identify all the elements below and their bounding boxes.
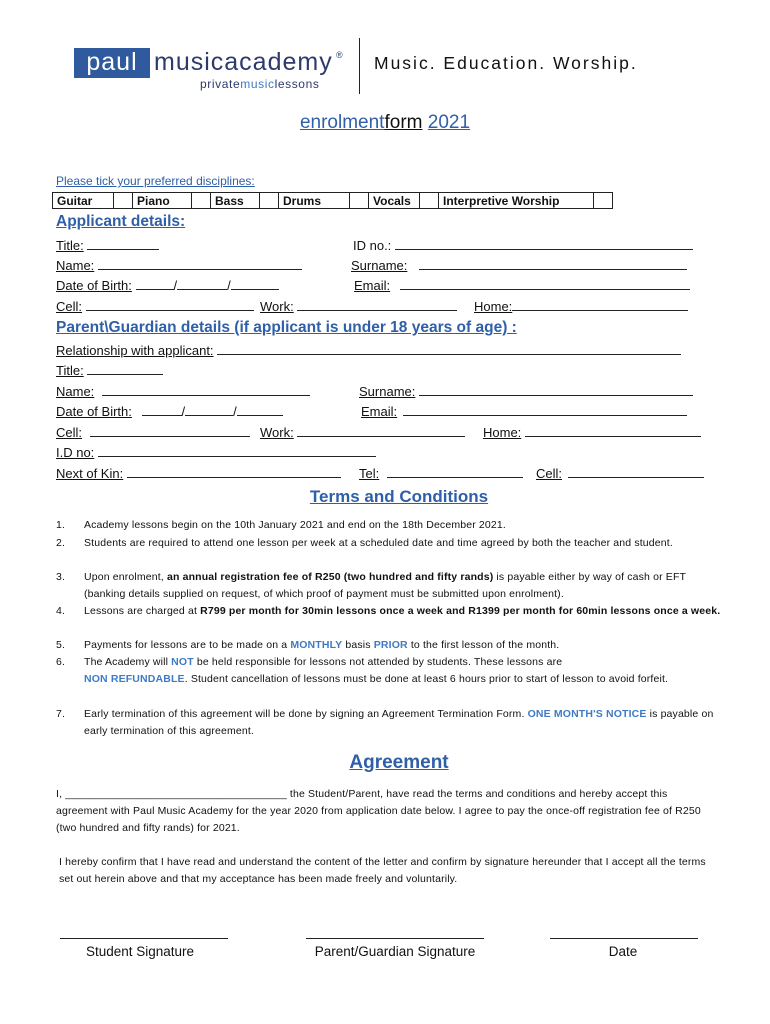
guardian-cell-field[interactable]	[90, 424, 250, 437]
term-7: 7. Early termination of this agreement will be done by signing an Agreement Termination Form. ONE MONTH'S NOTICE is payable on early termination of this agreement.	[56, 706, 716, 740]
applicant-surname-label: Surname:	[351, 258, 408, 273]
discipline-interpretive-worship: Interpretive Worship	[439, 193, 594, 209]
guardian-tel-label: Tel:	[359, 466, 380, 481]
student-signature-label: Student Signature	[85, 944, 195, 959]
logo-academy-text: musicacademy	[154, 48, 333, 76]
term-5: 5. Payments for lessons are to be made on a MONTHLY basis PRIOR to the first lesson of the month.	[56, 637, 716, 654]
term-2: 2. Students are required to attend one lesson per week at a scheduled date and time agreed by both the teacher and student.	[56, 535, 716, 569]
discipline-bass: Bass	[211, 193, 260, 209]
applicant-email-row	[354, 277, 690, 294]
guardian-work-label: Work:	[260, 425, 294, 440]
applicant-title-field[interactable]	[87, 237, 159, 250]
checkbox-bass[interactable]	[260, 193, 279, 209]
applicant-heading: Applicant details:	[56, 213, 186, 230]
discipline-vocals: Vocals	[369, 193, 420, 209]
guardian-kin-row	[56, 465, 341, 482]
term-6: 6. The Academy will NOT be held responsible for lessons not attended by students. These lessons are NON REFUNDABLE. Student cancellation of lessons must be done at least 6 hours prior to start of lesson to avoid forfeit.	[56, 654, 716, 705]
guardian-kin-field[interactable]	[127, 465, 341, 478]
discipline-drums: Drums	[279, 193, 350, 209]
guardian-dob-year[interactable]	[237, 403, 283, 416]
term-1-text: Academy lessons begin on the 10th January 2021 and end on the 18th December 2021.	[84, 519, 506, 531]
guardian-email-label: Email:	[361, 404, 398, 419]
guardian-tel-row	[359, 465, 523, 482]
applicant-id-label: ID no.:	[353, 238, 392, 253]
logo-registered-mark: ®	[336, 50, 343, 60]
logo-sub-music: music	[240, 77, 275, 91]
guardian-dob-day[interactable]	[142, 403, 182, 416]
guardian-dob-month[interactable]	[185, 403, 233, 416]
applicant-email-label: Email:	[354, 278, 391, 293]
guardian-cell2-field[interactable]	[568, 465, 704, 478]
checkbox-vocals[interactable]	[420, 193, 439, 209]
applicant-title-row	[56, 237, 159, 254]
applicant-surname-field[interactable]	[419, 257, 687, 270]
tagline: Music. Education. Worship.	[374, 53, 638, 73]
term-5-text: Payments for lessons are to be made on a MONTHLY basis PRIOR to the first lesson of the month.	[84, 639, 560, 651]
agreement-heading: Agreement	[349, 752, 449, 773]
discipline-guitar: Guitar	[53, 193, 114, 209]
title-year: 2021	[427, 112, 471, 133]
guardian-id-label: I.D no:	[56, 445, 95, 460]
logo-paul-text: paul	[86, 48, 138, 76]
applicant-id-row	[353, 237, 693, 254]
guardian-email-field[interactable]	[403, 403, 687, 416]
guardian-heading: Parent\Guardian details (if applicant is under 18 years of age) :	[56, 319, 517, 336]
guardian-title-field[interactable]	[87, 362, 163, 375]
guardian-name-field[interactable]	[102, 383, 310, 396]
guardian-home-field[interactable]	[525, 424, 701, 437]
term-2-text: Students are required to attend one lesson per week at a scheduled date and time agreed by both the teacher and student.	[84, 537, 673, 549]
guardian-name-label: Name:	[56, 384, 95, 399]
term-3: 3. Upon enrolment, an annual registration fee of R250 (two hundred and fifty rands) is payable either by way of cash or EFT (banking details supplied on request, of which proof of payment must be submitted upon enrolment).	[56, 569, 716, 603]
guardian-id-field[interactable]	[98, 444, 376, 457]
applicant-cell-label: Cell:	[56, 299, 83, 314]
applicant-dob-day[interactable]	[136, 277, 174, 290]
guardian-relationship-field[interactable]	[217, 342, 681, 355]
applicant-name-label: Name:	[56, 258, 95, 273]
disciplines-table	[52, 192, 613, 209]
guardian-signature-line[interactable]	[306, 938, 484, 939]
applicant-name-field[interactable]	[98, 257, 302, 270]
term-4-text: Lessons are charged at R799 per month for 30min lessons once a week and R1399 per month for 60min lessons once a week.	[84, 605, 721, 617]
date-label: Date	[608, 944, 638, 959]
disciplines-label: Please tick your preferred disciplines:	[56, 174, 255, 188]
checkbox-drums[interactable]	[350, 193, 369, 209]
applicant-dob-row: Date of Birth: / /	[56, 277, 279, 294]
checkbox-interpretive-worship[interactable]	[594, 193, 613, 209]
applicant-work-row	[260, 298, 457, 315]
guardian-title-label: Title:	[56, 363, 84, 378]
page-title	[0, 112, 770, 134]
guardian-kin-label: Next of Kin:	[56, 466, 124, 481]
guardian-surname-label: Surname:	[359, 384, 416, 399]
applicant-dob-label: Date of Birth:	[56, 278, 132, 293]
title-form: form	[384, 112, 423, 133]
title-enrolment: enrolment	[299, 112, 385, 133]
applicant-surname-row	[351, 257, 687, 274]
guardian-cell-label: Cell:	[56, 425, 83, 440]
term-7-text: Early termination of this agreement will be done by signing an Agreement Termination Form. ONE MONTH'S NOTICE is payable on early termination of this agreement.	[84, 708, 714, 737]
checkbox-guitar[interactable]	[114, 193, 133, 209]
guardian-email-row	[361, 403, 687, 420]
guardian-dob-label: Date of Birth:	[56, 404, 132, 419]
guardian-surname-row	[359, 383, 693, 400]
term-3-text: Upon enrolment, an annual registration fee of R250 (two hundred and fifty rands) is payable either by way of cash or EFT (banking details supplied on request, of which proof of payment must be submitted upon enrolment).	[84, 571, 686, 600]
applicant-dob-month[interactable]	[177, 277, 227, 290]
applicant-work-label: Work:	[260, 299, 294, 314]
applicant-dob-year[interactable]	[231, 277, 279, 290]
term-4: 4. Lessons are charged at R799 per month for 30min lessons once a week and R1399 per month for 60min lessons once a week.	[56, 603, 716, 637]
applicant-cell-row	[56, 298, 254, 315]
guardian-id-row	[56, 444, 376, 461]
guardian-surname-field[interactable]	[419, 383, 693, 396]
guardian-name-row	[56, 383, 310, 400]
agreement-paragraph-2: I hereby confirm that I have read and understand the content of the letter and confirm by signature hereunder that I accept all the terms set out herein above and that my acceptance has been made freely and voluntarily.	[59, 856, 706, 885]
logo-subtitle	[200, 77, 319, 91]
guardian-home-row	[483, 424, 701, 441]
guardian-home-label: Home:	[483, 425, 522, 440]
logo-sub-lessons: lessons	[274, 77, 320, 91]
terms-heading: Terms and Conditions	[309, 487, 489, 506]
applicant-id-field[interactable]	[395, 237, 693, 250]
applicant-cell-field[interactable]	[86, 298, 254, 311]
applicant-home-label: Home:	[474, 299, 513, 314]
guardian-cell2-label: Cell:	[536, 466, 563, 481]
guardian-cell-row	[56, 424, 250, 441]
guardian-relationship-row	[56, 342, 681, 359]
discipline-piano: Piano	[133, 193, 192, 209]
guardian-signature-label: Parent/Guardian Signature	[314, 944, 476, 959]
guardian-work-row	[260, 424, 465, 441]
guardian-relationship-label: Relationship with applicant:	[56, 343, 214, 358]
term-1: 1. Academy lessons begin on the 10th January 2021 and end on the 18th December 2021.	[56, 517, 716, 534]
guardian-work-field[interactable]	[297, 424, 465, 437]
applicant-title-label: Title:	[56, 238, 84, 253]
checkbox-piano[interactable]	[192, 193, 211, 209]
guardian-cell2-row	[536, 465, 704, 482]
logo-sub-private: private	[200, 77, 241, 91]
applicant-email-field[interactable]	[400, 277, 690, 290]
agreement-paragraph-1: I, _____________________________________ the Student/Parent, have read the terms and conditions and hereby accept this agreement with Paul Music Academy for the year 2020 from application date below. I agree to pay the once-off registration fee of R250 (two hundred and fifty rands) for 2021.	[56, 788, 701, 834]
guardian-dob-row: Date of Birth: / /	[56, 403, 283, 420]
guardian-tel-field[interactable]	[387, 465, 523, 478]
student-signature-line[interactable]	[60, 938, 228, 939]
agreement-name-field[interactable]: _____________________________________	[65, 788, 287, 800]
header-divider	[359, 38, 360, 94]
applicant-name-row	[56, 257, 302, 274]
date-line[interactable]	[550, 938, 698, 939]
guardian-title-row	[56, 362, 163, 379]
applicant-home-row	[474, 298, 688, 315]
term-6-text: The Academy will NOT be held responsible for lessons not attended by students. These lessons are NON REFUNDABLE. Student cancellation of lessons must be done at least 6 hours prior to start of lesson to avoid forfeit.	[84, 656, 669, 685]
applicant-work-field[interactable]	[297, 298, 457, 311]
applicant-home-field[interactable]	[512, 298, 688, 311]
